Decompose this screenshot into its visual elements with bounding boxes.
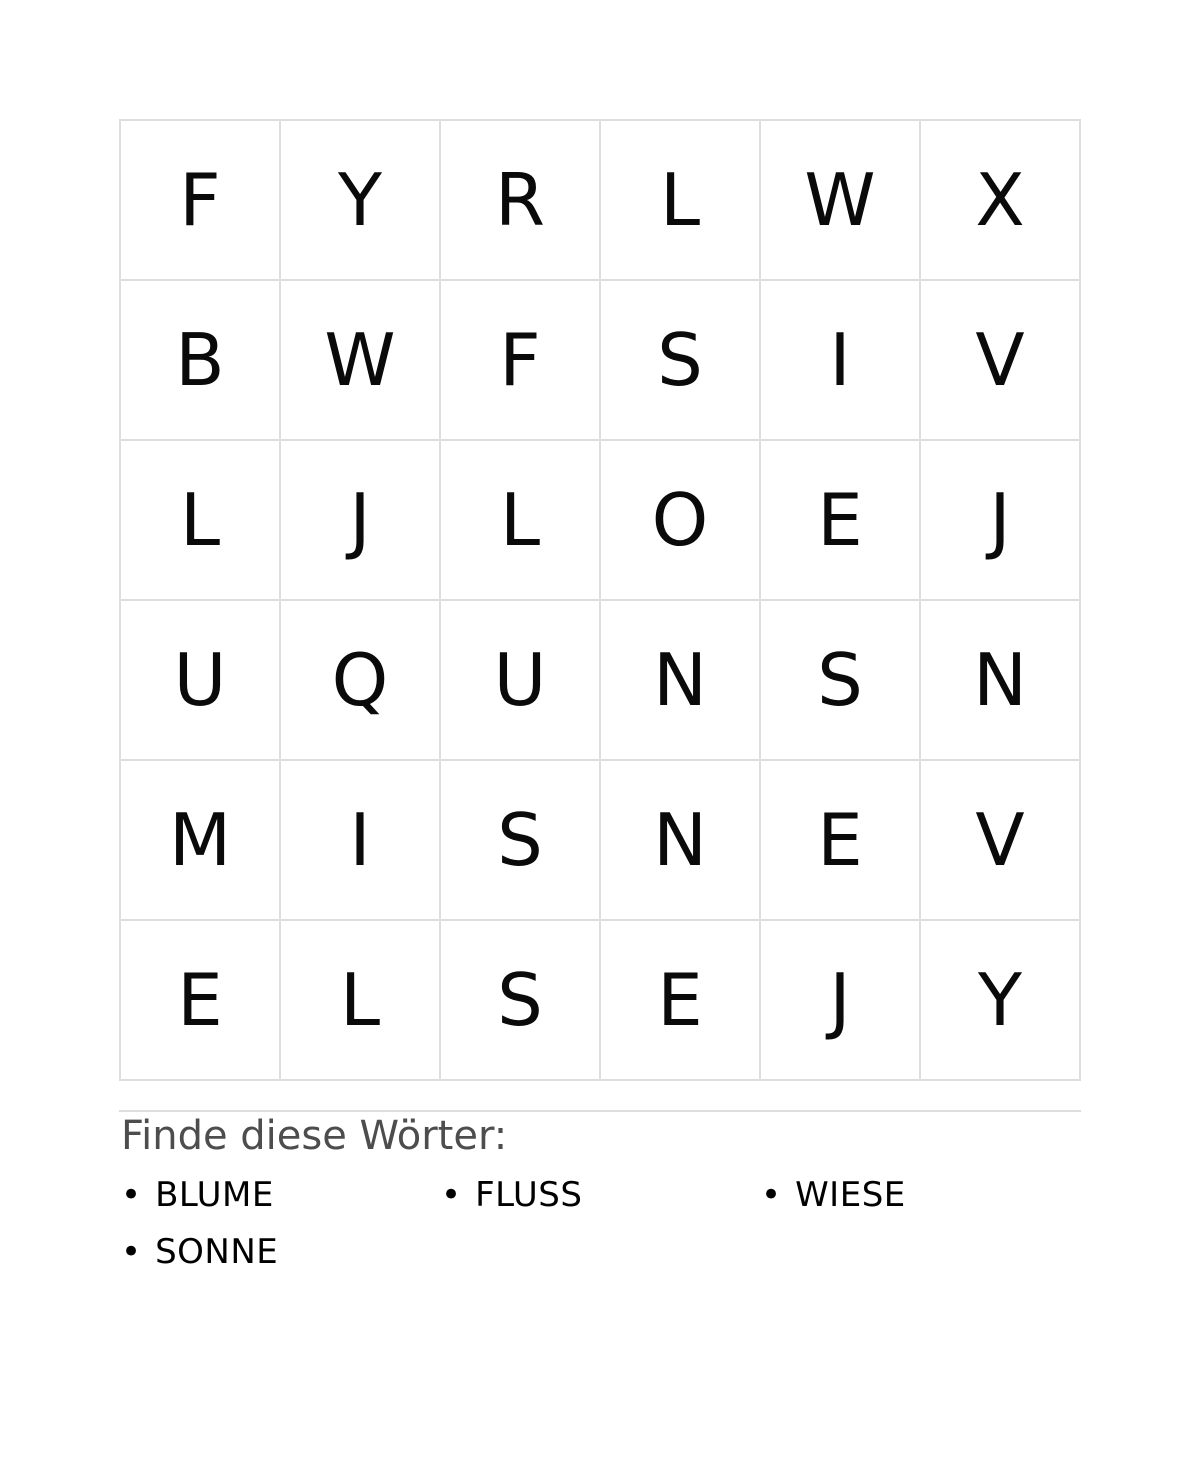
grid-cell-r3c0[interactable]: U	[121, 601, 281, 761]
word-item-sonne	[119, 1232, 439, 1272]
grid-cell-r0c0[interactable]: F	[121, 121, 281, 281]
grid-cell-r3c3[interactable]: N	[601, 601, 761, 761]
grid-cell-r5c1[interactable]: L	[281, 921, 441, 1081]
grid-cell-r5c2[interactable]: S	[441, 921, 601, 1081]
bullet-icon: •	[121, 1175, 142, 1215]
grid-cell-r3c2[interactable]: U	[441, 601, 601, 761]
section-divider	[119, 1110, 1081, 1112]
wordsearch-grid	[119, 119, 1081, 1081]
grid-cell-r1c0[interactable]: B	[121, 281, 281, 441]
grid-cell-r5c0[interactable]: E	[121, 921, 281, 1081]
word-label: BLUME	[155, 1175, 274, 1215]
grid-cell-r0c3[interactable]: L	[601, 121, 761, 281]
word-label: WIESE	[795, 1175, 906, 1215]
grid-cell-r5c4[interactable]: J	[761, 921, 921, 1081]
word-list-heading: Finde diese Wörter:	[121, 1113, 508, 1159]
word-label: FLUSS	[475, 1175, 583, 1215]
grid-cell-r0c1[interactable]: Y	[281, 121, 441, 281]
grid-cell-r4c5[interactable]: V	[921, 761, 1081, 921]
word-list	[119, 1175, 1079, 1272]
word-item-blume	[119, 1175, 439, 1215]
grid-cell-r4c4[interactable]: E	[761, 761, 921, 921]
grid-cell-r1c3[interactable]: S	[601, 281, 761, 441]
grid-cell-r1c1[interactable]: W	[281, 281, 441, 441]
grid-cell-r3c5[interactable]: N	[921, 601, 1081, 761]
grid-cell-r4c3[interactable]: N	[601, 761, 761, 921]
word-label: SONNE	[155, 1232, 279, 1272]
grid-cell-r4c2[interactable]: S	[441, 761, 601, 921]
grid-cell-r2c0[interactable]: L	[121, 441, 281, 601]
grid-cell-r5c3[interactable]: E	[601, 921, 761, 1081]
wordsearch-page	[119, 0, 1081, 1272]
grid-cell-r1c4[interactable]: I	[761, 281, 921, 441]
grid-cell-r2c2[interactable]: L	[441, 441, 601, 601]
grid-cell-r4c1[interactable]: I	[281, 761, 441, 921]
grid-cell-r2c5[interactable]: J	[921, 441, 1081, 601]
bullet-icon: •	[761, 1175, 782, 1215]
grid-cell-r0c5[interactable]: X	[921, 121, 1081, 281]
grid-cell-r1c2[interactable]: F	[441, 281, 601, 441]
grid-cell-r2c3[interactable]: O	[601, 441, 761, 601]
grid-cell-r2c1[interactable]: J	[281, 441, 441, 601]
bullet-icon: •	[121, 1232, 142, 1272]
grid-cell-r5c5[interactable]: Y	[921, 921, 1081, 1081]
grid-cell-r0c4[interactable]: W	[761, 121, 921, 281]
word-item-fluss	[439, 1175, 759, 1215]
grid-cell-r4c0[interactable]: M	[121, 761, 281, 921]
grid-cell-r3c4[interactable]: S	[761, 601, 921, 761]
grid-cell-r2c4[interactable]: E	[761, 441, 921, 601]
grid-cell-r0c2[interactable]: R	[441, 121, 601, 281]
word-item-wiese	[759, 1175, 1079, 1215]
bullet-icon: •	[441, 1175, 462, 1215]
grid-cell-r1c5[interactable]: V	[921, 281, 1081, 441]
grid-cell-r3c1[interactable]: Q	[281, 601, 441, 761]
